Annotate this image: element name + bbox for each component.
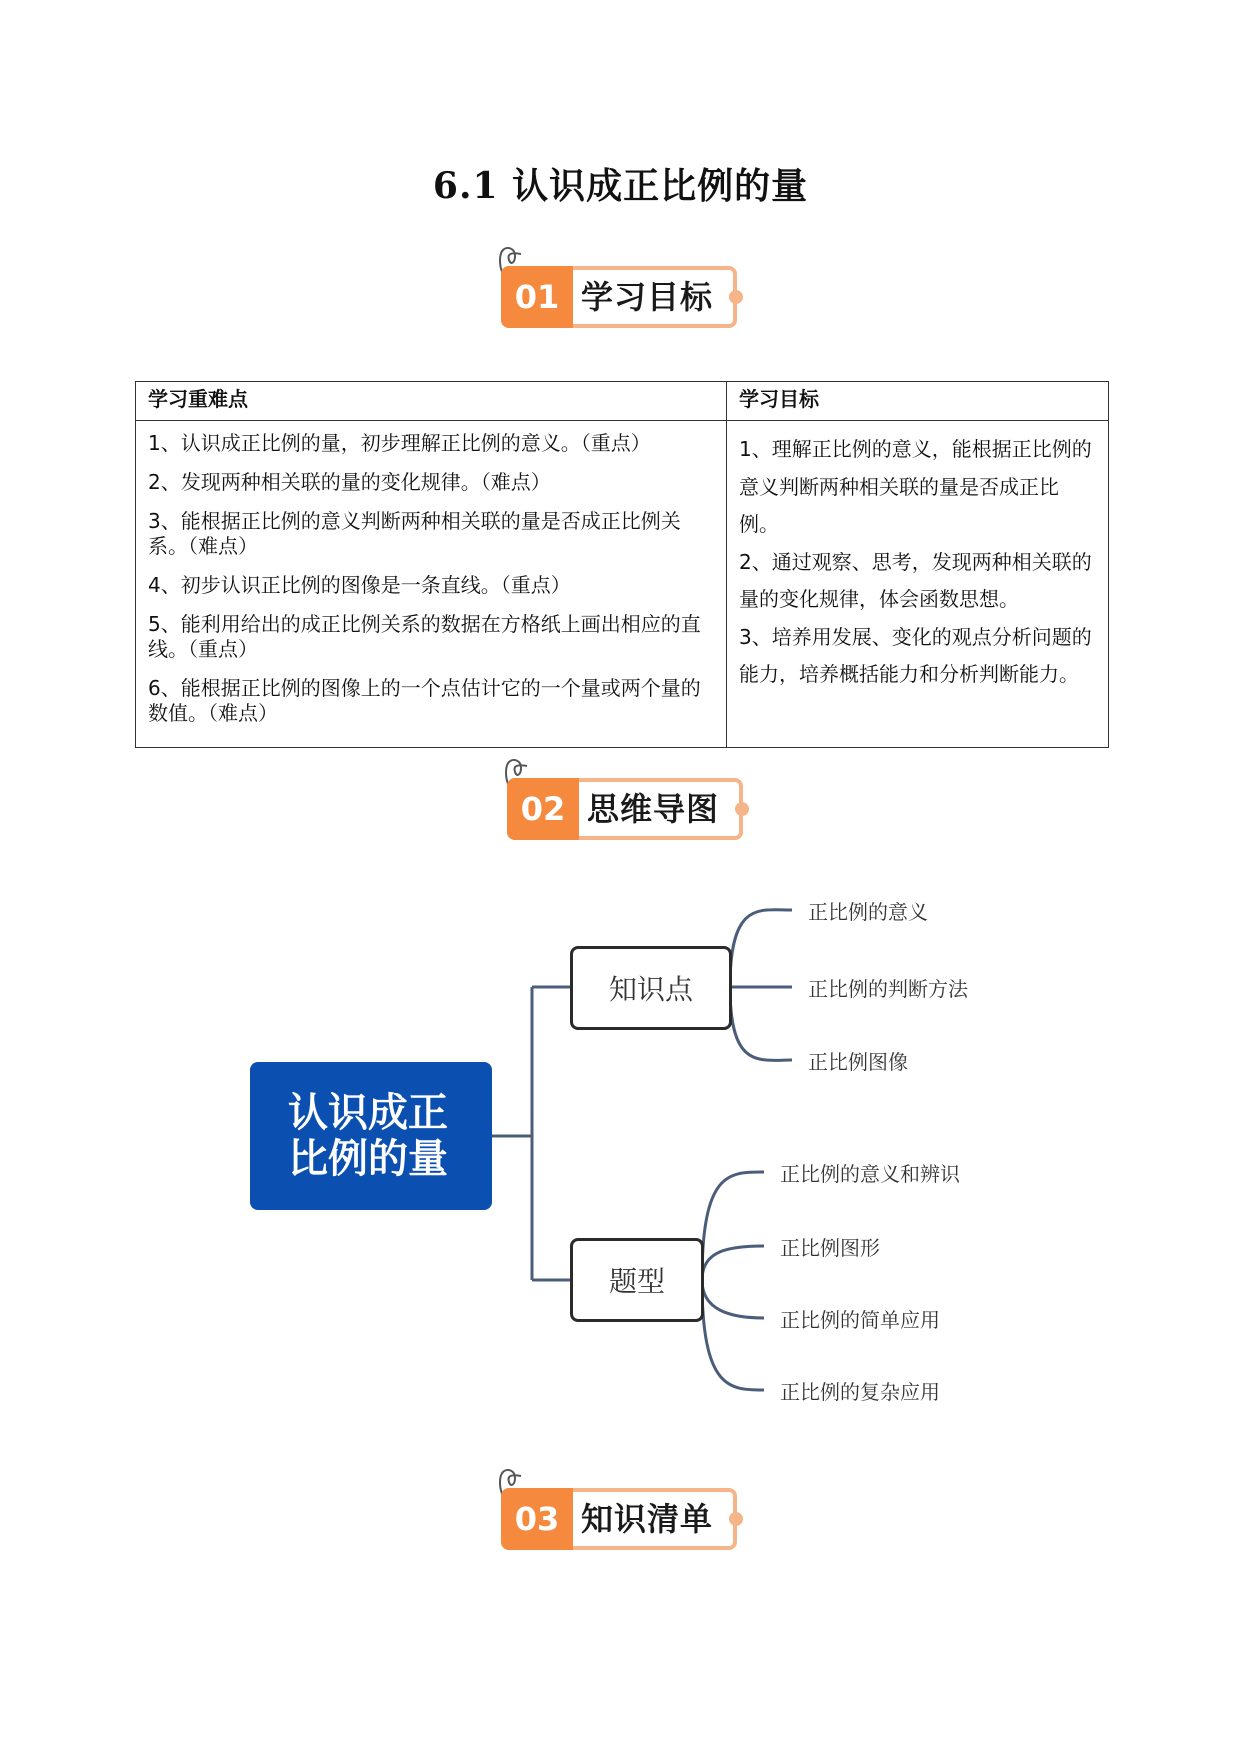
list-item: 3、培养用发展、变化的观点分析问题的能力，培养概括能力和分析判断能力。 [739,624,1092,686]
list-item: 3、能根据正比例的意义判断两种相关联的量是否成正比例关系。（难点） [148,509,681,558]
badge-tail [735,802,749,816]
section-badge-03 [497,1466,767,1566]
section-label: 思维导图 [587,790,720,828]
leaf-label: 正比例的意义 [808,900,928,924]
leaf-label: 正比例的简单应用 [780,1308,940,1332]
branch-node-knowledge: 知识点 [570,946,732,1030]
section-number: 02 [507,778,579,840]
key-points-cell [136,421,727,748]
list-item: 2、通过观察、思考，发现两种相关联的量的变化规律，体会函数思想。 [739,549,1092,611]
badge-tail [729,290,743,304]
page-title: 6.1 认识成正比例的量 [432,165,809,207]
section-label: 学习目标 [581,278,714,316]
table-header-goals: 学习目标 [727,382,1109,421]
mind-map-connectors [0,860,1241,1420]
leaf-label: 正比例的意义和辨识 [780,1162,960,1186]
section-badge-02 [503,756,773,856]
list-item: 1、理解正比例的意义，能根据正比例的意义判断两种相关联的量是否成正比例。 [739,437,1092,536]
connector-leaf [702,1172,764,1280]
leaf-label: 正比例图像 [808,1050,908,1074]
leaf-label: 正比例的复杂应用 [780,1380,940,1404]
list-item: 6、能根据正比例的图像上的一个点估计它的一个量或两个量的数值。（难点） [148,676,701,725]
connector-leaf [730,987,792,1060]
section-number: 01 [501,266,573,328]
table-header-key-points: 学习重难点 [136,382,727,421]
list-item: 1、认识成正比例的量，初步理解正比例的意义。（重点） [148,431,651,455]
list-item: 5、能利用给出的成正比例关系的数据在方格纸上画出相应的直线。（重点） [148,612,701,661]
leaf-label: 正比例图形 [780,1236,880,1260]
goals-cell [727,421,1109,748]
connector-leaf [702,1280,764,1318]
mind-map [0,860,1241,1420]
mind-map-root: 认识成正比例的量 [250,1062,492,1210]
leaf-label: 正比例的判断方法 [808,977,968,1001]
branch-node-question-types: 题型 [570,1238,704,1322]
badge-tail [729,1512,743,1526]
section-number: 03 [501,1488,573,1550]
list-item: 4、初步认识正比例的图像是一条直线。（重点） [148,573,571,597]
connector-leaf [730,910,792,987]
connector-leaf [702,1280,764,1390]
section-badge-01 [497,244,767,344]
list-item: 2、发现两种相关联的量的变化规律。（难点） [148,470,551,494]
connector-leaf [702,1246,764,1280]
section-label: 知识清单 [581,1500,714,1538]
goals-table [135,381,1109,748]
